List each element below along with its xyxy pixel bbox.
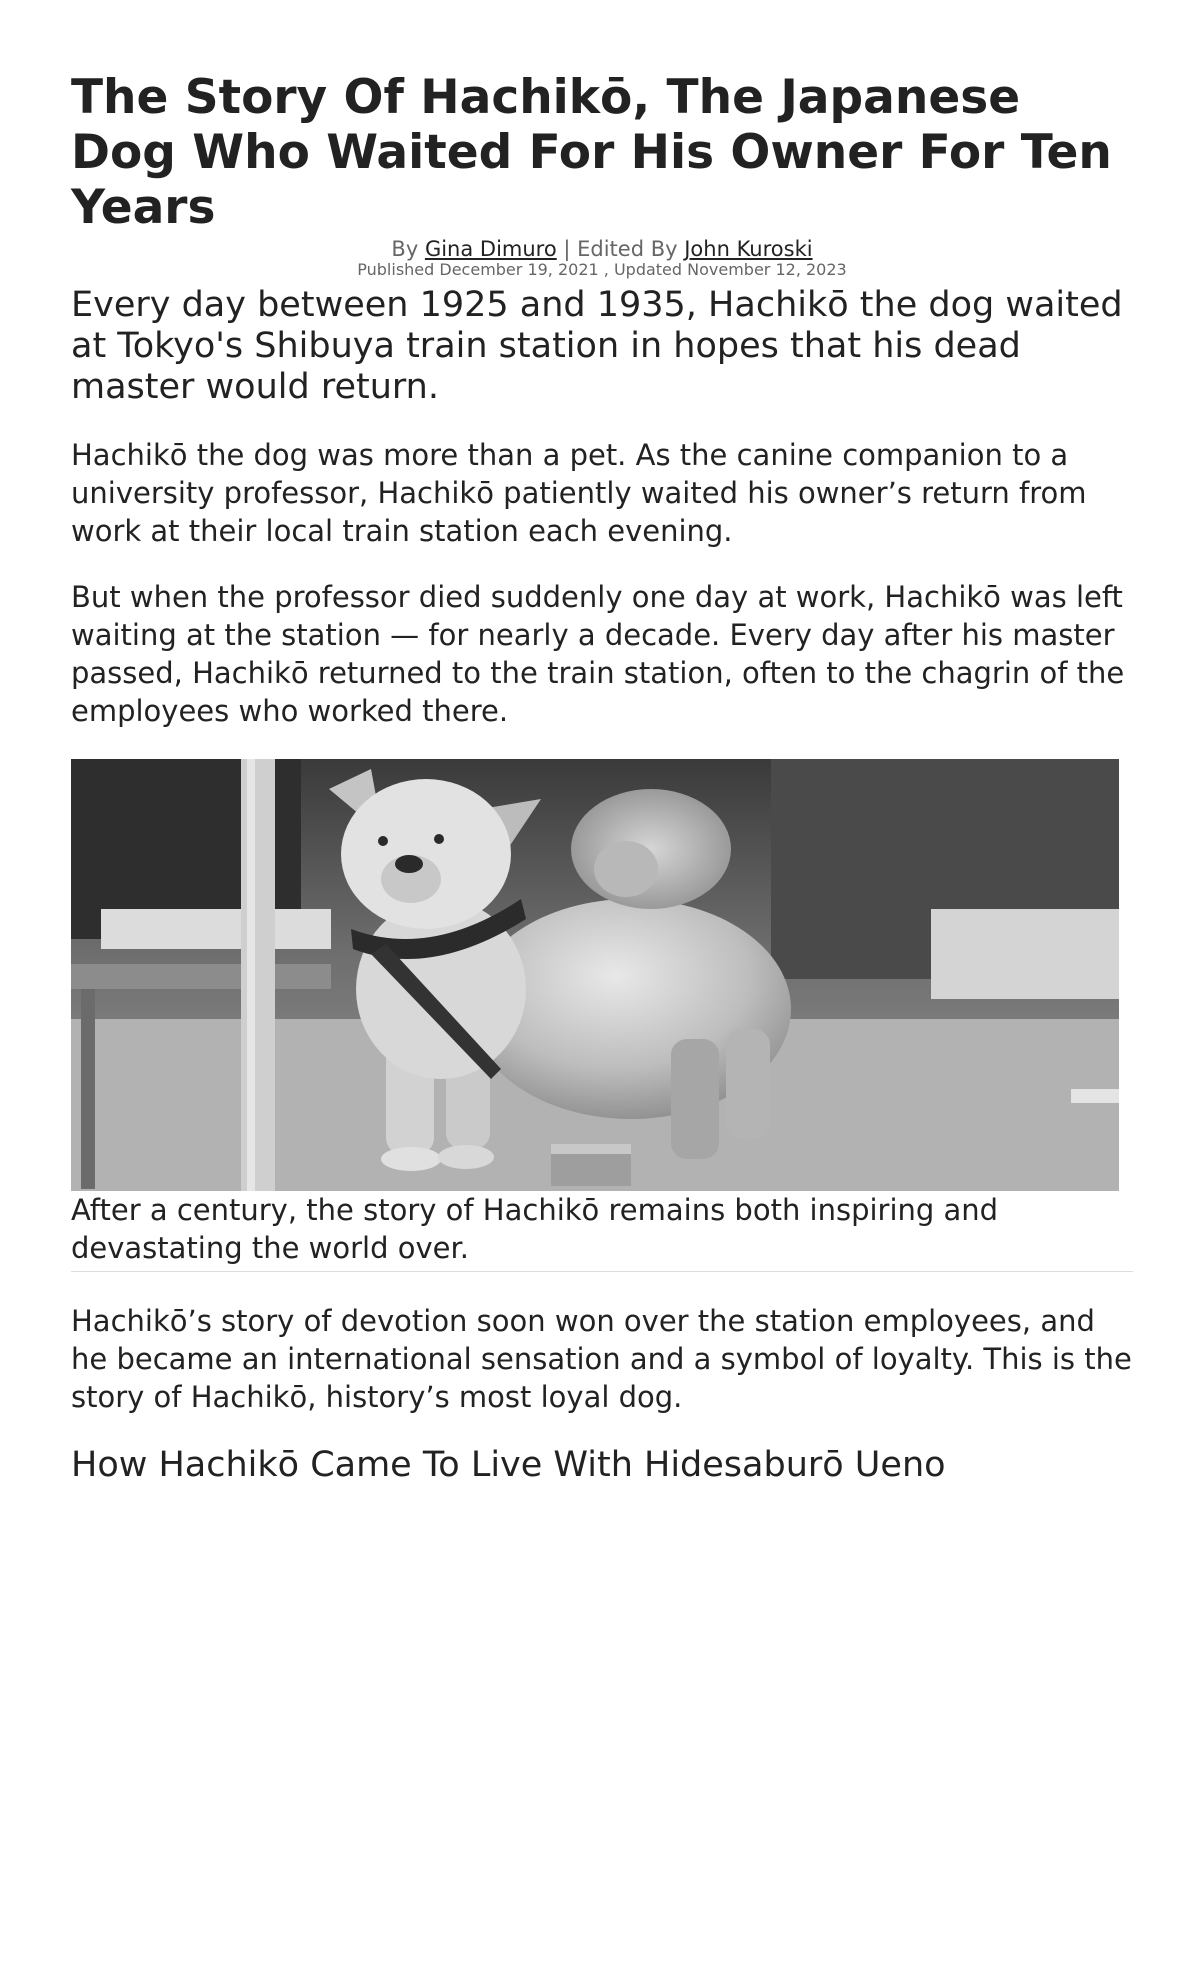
hachiko-photo bbox=[71, 759, 1119, 1191]
byline bbox=[71, 237, 1133, 261]
byline-separator: | Edited By bbox=[556, 237, 685, 261]
figure-caption: After a century, the story of Hachikō remains both inspiring and devastating the world over. bbox=[71, 1191, 1133, 1272]
updated-date: , Updated November 12, 2023 bbox=[603, 260, 847, 279]
editor-link[interactable]: John Kuroski bbox=[684, 237, 813, 261]
paragraph-3: Hachikō’s story of devotion soon won over the station employees, and he became an international sensation and a symbol of loyalty. This is the story of Hachikō, history’s most loyal dog. bbox=[71, 1304, 1132, 1414]
article bbox=[71, 0, 1133, 1486]
paragraph-2: But when the professor died suddenly one day at work, Hachikō was left waiting at the station — for nearly a decade. Every day after his master passed, Hachikō returned to the train station, often to the chagrin of the employees who worked there. bbox=[71, 580, 1125, 728]
article-dek: Every day between 1925 and 1935, Hachikō the dog waited at Tokyo's Shibuya train station in hopes that his dead master would return. bbox=[71, 285, 1123, 407]
byline-prefix: By bbox=[391, 237, 425, 261]
author-link[interactable]: Gina Dimuro bbox=[424, 237, 557, 261]
article-figure bbox=[71, 759, 1119, 1272]
published-date: Published December 19, 2021 bbox=[357, 260, 599, 279]
section-heading: How Hachikō Came To Live With Hidesaburō Ueno bbox=[71, 1445, 946, 1485]
article-title: The Story Of Hachikō, The Japanese Dog Who Waited For His Owner For Ten Years bbox=[71, 70, 1112, 235]
paragraph-1: Hachikō the dog was more than a pet. As the canine companion to a university professor, Hachikō patiently waited his owner’s return from work at their local train station each evening. bbox=[71, 438, 1087, 548]
publish-dates bbox=[71, 261, 1133, 279]
